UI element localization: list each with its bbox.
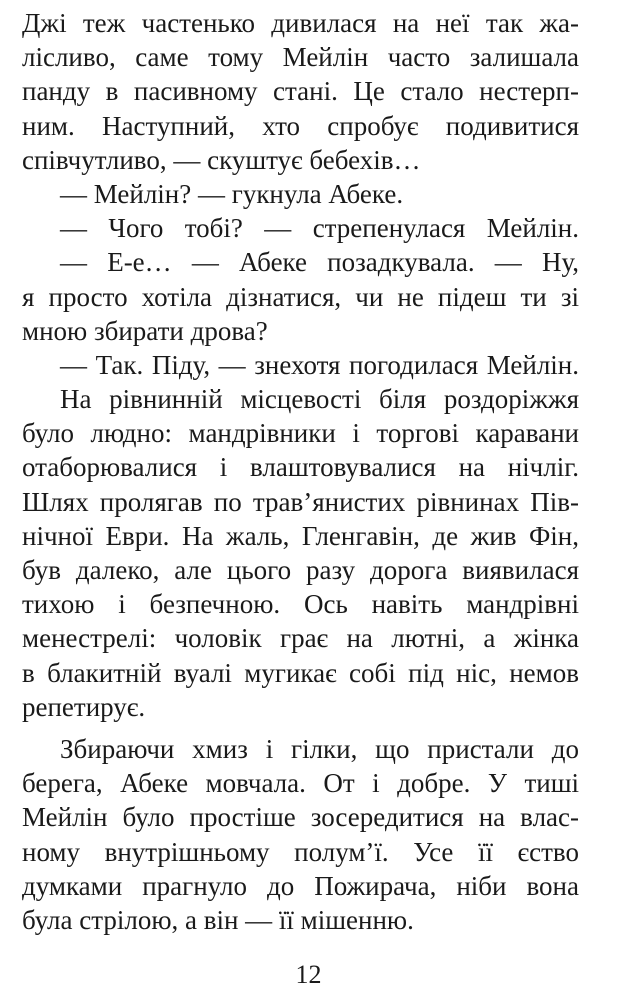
paragraph (22, 6, 579, 177)
text-line: був далеко, але цього разу дорога виявилася (22, 555, 579, 585)
text-line: співчутливо, — скуштує бебехів… (22, 144, 421, 175)
dialogue-paragraph (22, 211, 579, 245)
text-line: берега, Абеке мовчала. От і добре. У тиші (22, 768, 579, 799)
text-line: ному внутрішньому полум’ї. Усе її єство (22, 836, 579, 867)
text-line: мною збирати дрова? (22, 315, 268, 346)
text-line: — Мейлін? — гукнула Абеке. (60, 178, 404, 209)
dialogue-paragraph (22, 177, 579, 211)
text-line: лісливо, саме тому Мейлін часто залишала (22, 42, 579, 73)
book-page-text (22, 6, 579, 937)
text-line: — Чого тобі? — стрепенулася Мейлін. (60, 213, 579, 244)
text-line: Шлях пролягав по трав’янистих рівнинах Пів- (22, 486, 579, 517)
text-line: Мейлін було простіше зосередитися на влас- (22, 802, 579, 833)
text-line: — Так. Піду, — знехотя погодилася Мейлін. (60, 349, 579, 380)
text-line: я просто хотіла дізнатися, чи не підеш ти зі (22, 281, 579, 312)
text-line: менестрелі: чоловік грає на лютні, а жінка (22, 623, 579, 654)
text-line: отаборювалися і влаштовувалися на нічліг. (22, 452, 579, 483)
text-line: Джі теж частенько дивилася на неї так жа- (22, 8, 579, 38)
dialogue-paragraph (22, 348, 579, 382)
text-line: тихою і безпечною. Ось навіть мандрівні (22, 589, 579, 620)
text-line: була стрілою, а він — її мішенню. (22, 904, 414, 935)
text-line: ним. Наступний, хто спробує подивитися (22, 110, 579, 141)
text-line: репетирує. (22, 691, 146, 722)
text-line: думками прагнуло до Пожирача, ніби вона (22, 870, 579, 901)
text-line: нічної Еври. На жаль, Гленгавін, де жив Фін, (22, 520, 579, 551)
text-line: було людно: мандрівники і торгові каравани (22, 418, 579, 449)
page-number: 12 (295, 960, 322, 989)
text-line: в блакитній вуалі мугикає собі під ніс, немов (22, 657, 579, 688)
text-line: панду в пасивному стані. Це стало нестерп- (22, 76, 579, 107)
paragraph-gap (22, 724, 579, 732)
dialogue-paragraph (22, 245, 579, 348)
text-line: — Е-е… — Абеке позадкувала. — Ну, (60, 247, 579, 278)
text-line: Збираючи хмиз і гілки, що пристали до (60, 733, 579, 764)
paragraph (22, 732, 579, 937)
text-line: На рівнинній місцевості біля роздоріжжя (60, 384, 579, 415)
paragraph (22, 382, 579, 724)
